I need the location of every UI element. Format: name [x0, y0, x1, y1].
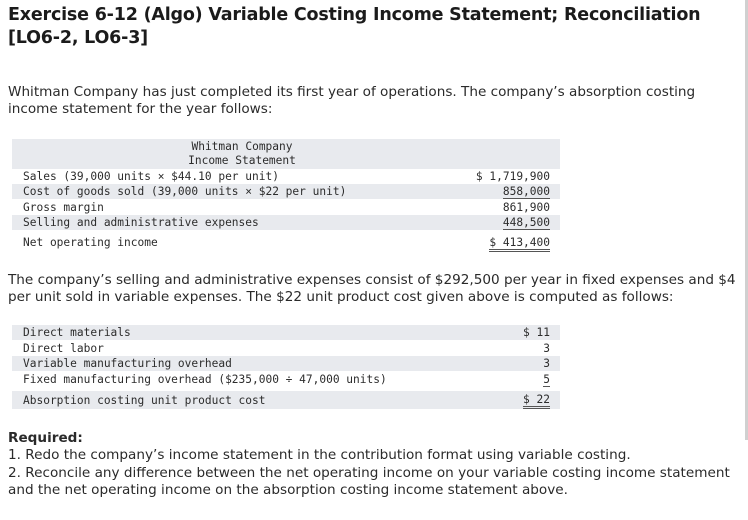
row-amount: 5	[543, 373, 550, 386]
required-item-1: 1. Redo the company’s income statement in the contribution format using variable costing.	[8, 447, 631, 463]
row-label: Direct materials	[23, 326, 131, 339]
table-row	[12, 325, 560, 340]
middle-paragraph: The company’s selling and administrative expenses consist of $292,500 per year in fixed expenses and $4 per unit sold in variable expenses. The $22 unit product cost given above is computed as follows:	[8, 272, 736, 305]
row-label: Sales (39,000 units × $44.10 per unit)	[23, 170, 279, 183]
row-amount: $ 1,719,900	[475, 170, 550, 183]
intro-paragraph: Whitman Company has just completed its first year of operations. The company’s absorption costing income statement for the year follows:	[8, 84, 696, 117]
row-label: Cost of goods sold (39,000 units × $22 per unit)	[23, 185, 347, 198]
table-row	[12, 184, 560, 199]
table-row	[12, 235, 560, 250]
table-row	[12, 341, 560, 356]
row-label: Fixed manufacturing overhead ($235,000 ÷ 47,000 units)	[23, 373, 387, 386]
row-amount: 858,000	[502, 185, 550, 198]
income-statement-table	[12, 139, 560, 254]
row-amount: $ 11	[523, 326, 550, 339]
row-label: Gross margin	[23, 201, 104, 214]
row-amount: $ 413,400	[489, 236, 550, 252]
table-row	[12, 169, 560, 184]
row-amount: 861,900	[502, 201, 550, 214]
row-amount: 3	[543, 357, 550, 370]
table-row	[12, 356, 560, 371]
row-label: Selling and administrative expenses	[23, 216, 259, 229]
row-amount: $ 22	[523, 393, 550, 409]
statement-header	[12, 139, 560, 169]
row-amount: 448,500	[502, 216, 550, 229]
table-row	[12, 215, 560, 230]
table-row	[12, 372, 560, 387]
unit-cost-table	[12, 325, 560, 415]
table-row	[12, 200, 560, 215]
row-label: Net operating income	[23, 236, 158, 249]
required-item-2: 2. Reconcile any difference between the net operating income on your variable costing income statement and the net operating income on the absorption costing income statement above.	[8, 465, 730, 498]
company-name: Whitman Company	[191, 140, 293, 153]
required-heading: Required:	[8, 430, 83, 446]
row-amount: 3	[543, 342, 550, 355]
exercise-title: Exercise 6-12 (Algo) Variable Costing Income Statement; Reconciliation [LO6-2, LO6-3]	[8, 5, 701, 48]
row-label: Absorption costing unit product cost	[23, 394, 266, 407]
statement-heading: Income Statement	[188, 154, 296, 167]
row-label: Variable manufacturing overhead	[23, 357, 232, 370]
table-row	[12, 391, 560, 409]
row-label: Direct labor	[23, 342, 104, 355]
